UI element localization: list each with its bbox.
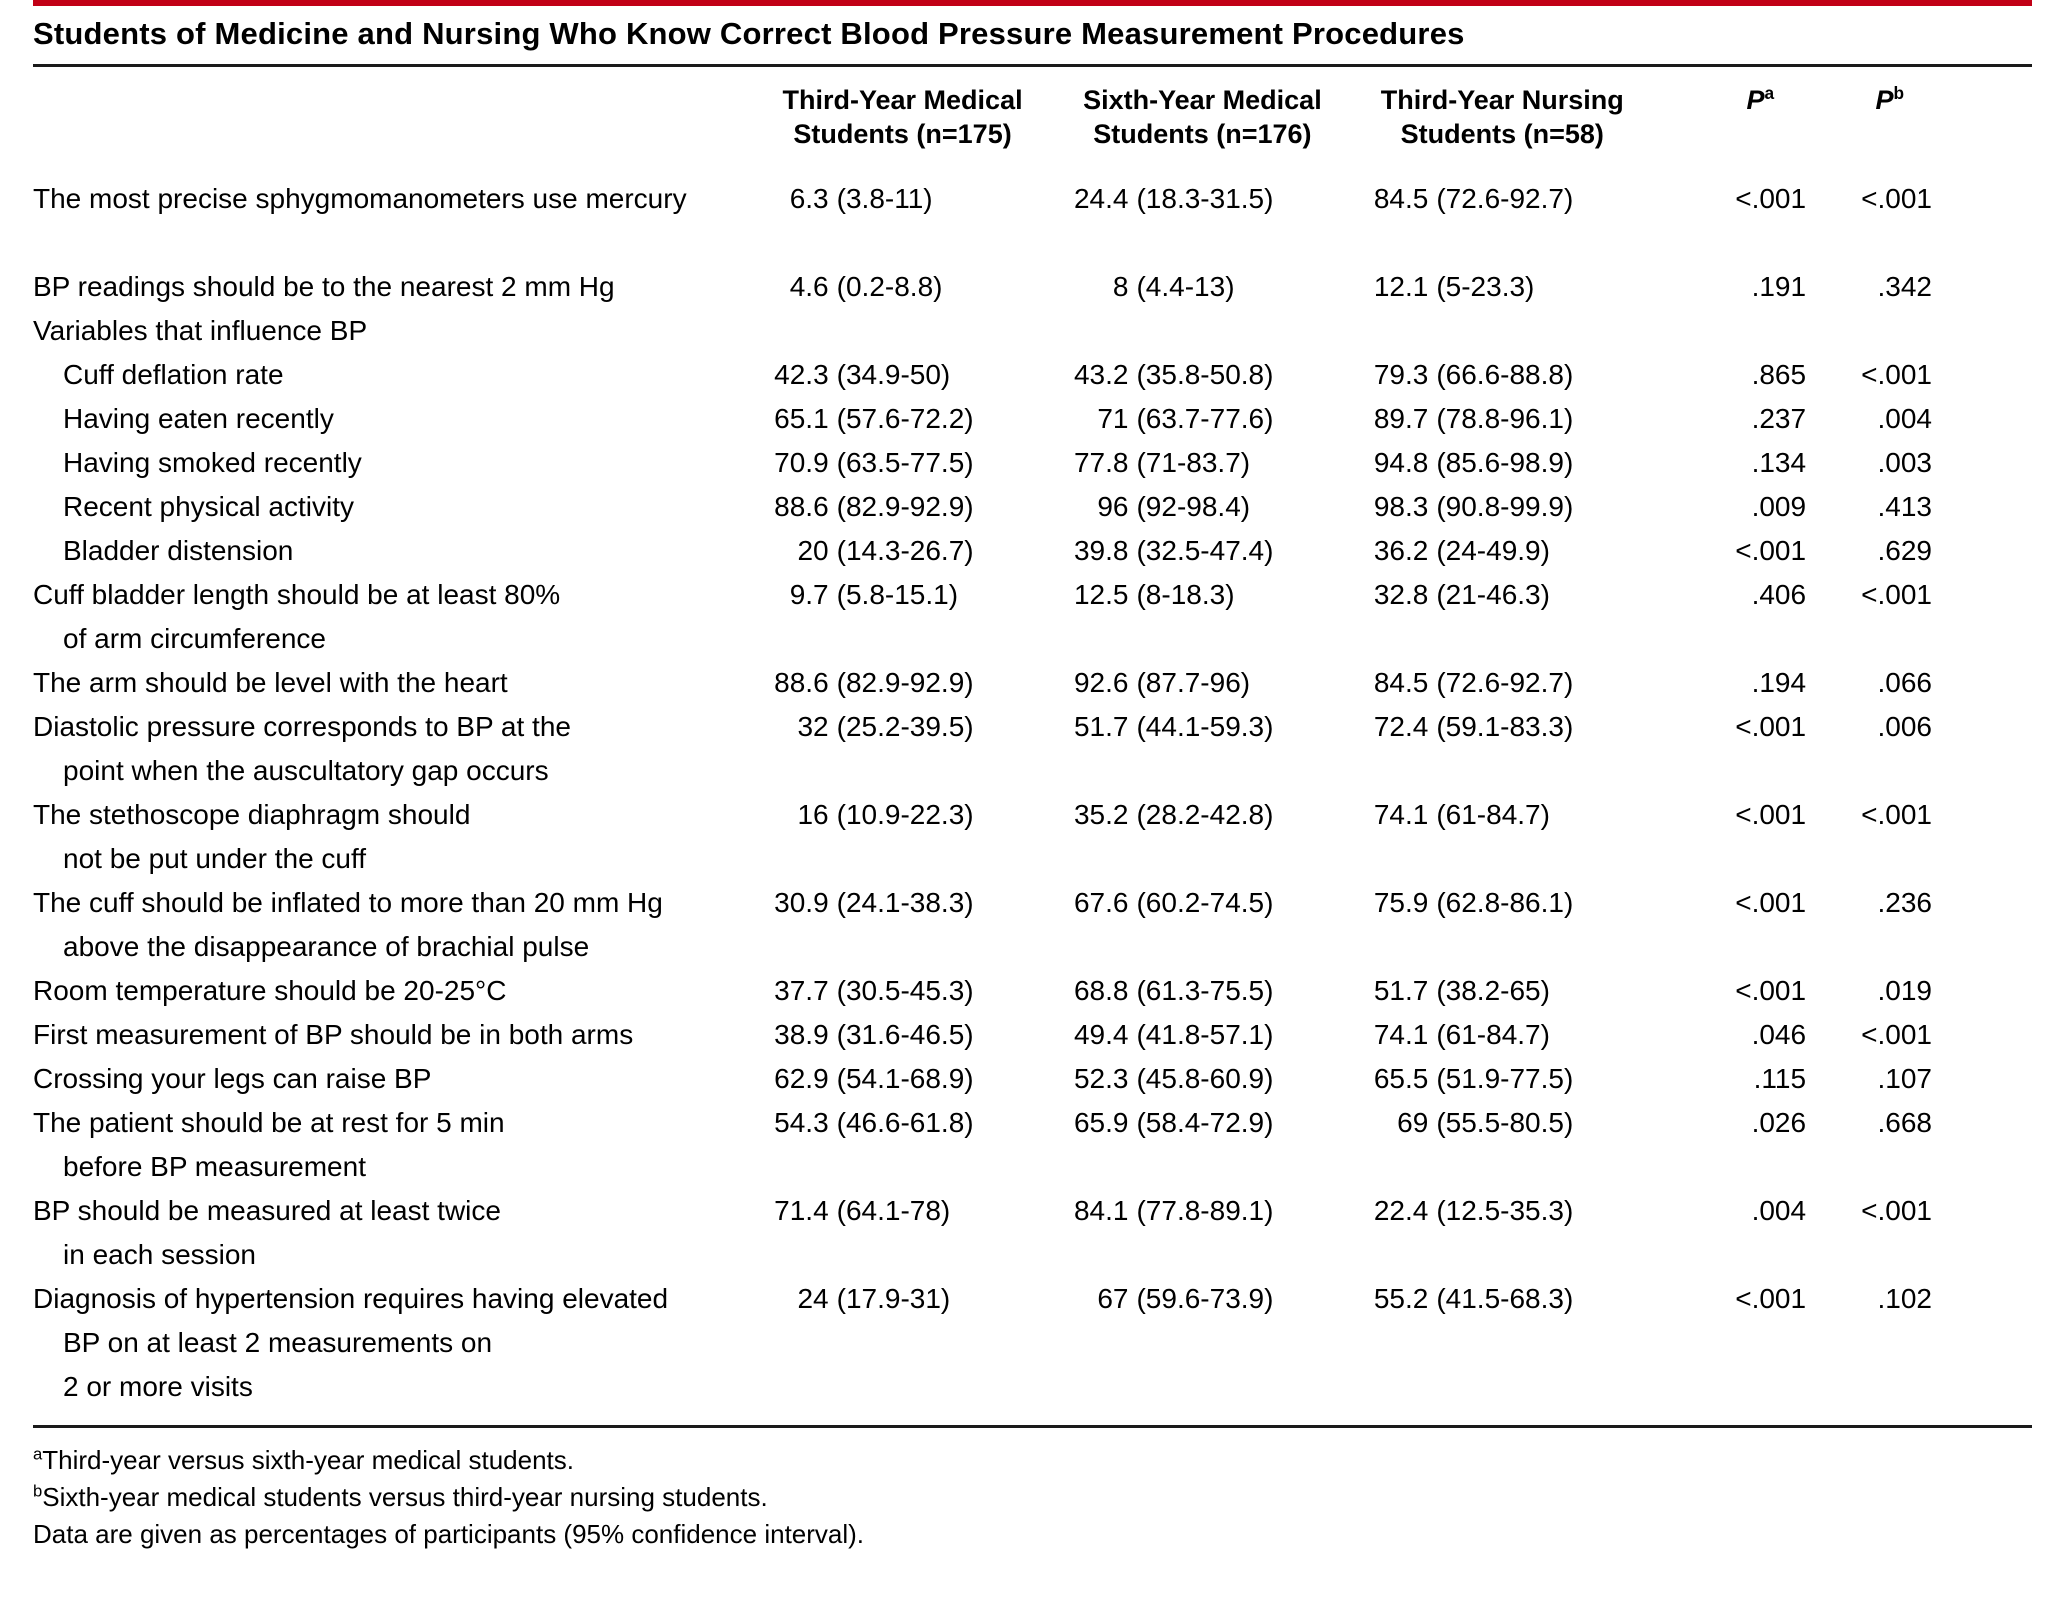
value-confidence-interval: (57.6-72.2) [836, 403, 974, 434]
value-cell [753, 529, 1053, 573]
value-confidence-interval: (34.9-50) [836, 359, 951, 390]
p-value-b-cell: <.001 [1861, 1019, 1932, 1050]
table-row [33, 705, 2032, 793]
value-confidence-interval: (72.6-92.7) [1436, 183, 1574, 214]
row-label-line: BP readings should be to the nearest 2 mm Hg [33, 271, 615, 302]
p-value-b-cell: <.001 [1861, 183, 1932, 214]
p-value-b-cell: .006 [1877, 711, 1932, 742]
value-confidence-interval: (54.1-68.9) [836, 1063, 974, 1094]
value-cell [1352, 705, 1652, 793]
p-value-a-cell: .046 [1751, 1019, 1807, 1050]
p-value-a-cell: .865 [1751, 359, 1807, 390]
table-row [33, 1277, 2032, 1425]
value-cell [753, 485, 1053, 529]
value-percent: 62.9 [774, 1063, 829, 1094]
value-cell [1352, 661, 1652, 705]
p-value-a-cell: .134 [1751, 447, 1807, 478]
value-percent: 30.9 [774, 887, 829, 918]
value-percent: 54.3 [774, 1107, 829, 1138]
value-confidence-interval: (3.8-11) [836, 183, 933, 214]
value-confidence-interval: (72.6-92.7) [1436, 667, 1574, 698]
value-confidence-interval: (59.6-73.9) [1136, 1283, 1274, 1314]
value-confidence-interval: (5-23.3) [1436, 271, 1535, 302]
value-percent: 65.9 [1073, 1107, 1129, 1138]
value-percent: 98.3 [1373, 491, 1429, 522]
row-label-cell [33, 485, 753, 529]
value-cell [1352, 1057, 1652, 1101]
value-cell [753, 1057, 1053, 1101]
row-label-cell [33, 969, 753, 1013]
table-row [33, 793, 2032, 881]
value-cell [753, 1189, 1053, 1277]
table-row [33, 1013, 2032, 1057]
p-value-b-cell: <.001 [1861, 799, 1932, 830]
value-confidence-interval: (25.2-39.5) [836, 711, 974, 742]
value-confidence-interval: (32.5-47.4) [1136, 535, 1274, 566]
value-percent: 88.6 [774, 667, 829, 698]
value-cell [1352, 397, 1652, 441]
value-confidence-interval: (41.8-57.1) [1136, 1019, 1274, 1050]
value-cell [1352, 1101, 1652, 1189]
value-confidence-interval: (51.9-77.5) [1436, 1063, 1574, 1094]
value-confidence-interval: (45.8-60.9) [1136, 1063, 1274, 1094]
value-cell [1352, 969, 1652, 1013]
value-cell [753, 165, 1053, 265]
row-label-cell [33, 881, 753, 969]
value-confidence-interval: (24.1-38.3) [836, 887, 974, 918]
row-label-line: not be put under the cuff [63, 843, 367, 874]
value-cell [1352, 1277, 1652, 1425]
footnote: $^b$Sixth-year medical students versus third-year nursing students. [33, 1481, 768, 1512]
value-cell [1052, 397, 1352, 441]
value-cell [1052, 529, 1352, 573]
footnote: $^a$Third-year versus sixth-year medical students. [33, 1444, 574, 1475]
row-label-cell [33, 353, 753, 397]
value-cell [1352, 529, 1652, 573]
value-cell [1052, 1057, 1352, 1101]
value-cell [1052, 881, 1352, 969]
header-line: Third-Year Nursing [1380, 85, 1624, 115]
value-confidence-interval: (61-84.7) [1436, 1019, 1550, 1050]
p-value-a-cell: .115 [1753, 1063, 1807, 1094]
value-confidence-interval: (44.1-59.3) [1136, 711, 1274, 742]
value-cell [1352, 353, 1652, 397]
value-confidence-interval: (30.5-45.3) [836, 975, 974, 1006]
value-cell [753, 1277, 1053, 1425]
row-label-line: BP on at least 2 measurements on [63, 1327, 493, 1358]
value-percent: 84.5 [1373, 183, 1429, 214]
p-value-a-cell: <.001 [1735, 711, 1807, 742]
value-percent: 20 [797, 535, 829, 566]
value-percent: 77.8 [1073, 447, 1129, 478]
header-sixth-year-medical [1052, 67, 1352, 165]
row-label-cell [33, 397, 753, 441]
value-percent: 8 [1112, 271, 1129, 302]
row-label-cell [33, 1277, 753, 1425]
value-percent: 12.5 [1073, 579, 1129, 610]
p-superscript: b [1893, 83, 1904, 103]
value-percent: 89.7 [1373, 403, 1429, 434]
table-row [33, 881, 2032, 969]
value-percent: 52.3 [1073, 1063, 1129, 1094]
row-label-cell [33, 309, 753, 353]
value-confidence-interval: (82.9-92.9) [836, 667, 974, 698]
value-percent: 74.1 [1373, 1019, 1429, 1050]
p-value-a-cell: .191 [1751, 271, 1807, 302]
value-cell [1352, 485, 1652, 529]
value-percent: 69 [1397, 1107, 1429, 1138]
value-confidence-interval: (60.2-74.5) [1136, 887, 1274, 918]
p-label: P [1875, 85, 1894, 115]
value-confidence-interval: (62.8-86.1) [1436, 887, 1574, 918]
value-confidence-interval: (71-83.7) [1136, 447, 1251, 478]
value-confidence-interval: (58.4-72.9) [1136, 1107, 1274, 1138]
p-value-b-cell: .019 [1877, 975, 1932, 1006]
p-value-a-cell: .009 [1751, 491, 1807, 522]
table-row [33, 265, 2032, 309]
p-value-b-cell: .107 [1877, 1063, 1932, 1094]
value-cell [1052, 485, 1352, 529]
row-label-line: point when the auscultatory gap occurs [63, 755, 549, 786]
value-cell [1052, 573, 1352, 661]
header-line: Third-Year Medical [782, 85, 1023, 115]
p-value-b-cell: .004 [1877, 403, 1932, 434]
p-value-a-cell: <.001 [1735, 1283, 1807, 1314]
value-cell [753, 309, 1053, 353]
table-row [33, 573, 2032, 661]
value-percent: 16 [797, 799, 829, 830]
value-percent: 67 [1097, 1283, 1129, 1314]
row-label-line: 2 or more visits [63, 1371, 253, 1402]
p-value-b-cell: .236 [1877, 887, 1932, 918]
p-value-b-cell: <.001 [1861, 1195, 1932, 1226]
value-cell [1052, 969, 1352, 1013]
value-cell [1352, 1013, 1652, 1057]
value-percent: 75.9 [1373, 887, 1429, 918]
value-percent: 32.8 [1373, 579, 1429, 610]
value-confidence-interval: (14.3-26.7) [836, 535, 974, 566]
value-cell [753, 353, 1053, 397]
value-cell [753, 397, 1053, 441]
footnote: Data are given as percentages of participants (95% confidence interval). [33, 1519, 865, 1549]
value-percent: 92.6 [1073, 667, 1129, 698]
header-p-a [1652, 67, 1822, 165]
row-label-cell [33, 793, 753, 881]
header-empty-cell [33, 67, 753, 165]
value-cell [753, 705, 1053, 793]
value-confidence-interval: (10.9-22.3) [836, 799, 974, 830]
value-cell [1052, 1277, 1352, 1425]
value-confidence-interval: (64.1-78) [836, 1195, 951, 1226]
value-percent: 38.9 [774, 1019, 829, 1050]
table-row [33, 441, 2032, 485]
value-confidence-interval: (63.7-77.6) [1136, 403, 1274, 434]
value-percent: 94.8 [1373, 447, 1429, 478]
row-label-cell [33, 1013, 753, 1057]
value-confidence-interval: (35.8-50.8) [1136, 359, 1274, 390]
value-confidence-interval: (90.8-99.9) [1436, 491, 1574, 522]
value-percent: 49.4 [1073, 1019, 1129, 1050]
value-percent: 22.4 [1373, 1195, 1429, 1226]
p-value-b-cell [1822, 309, 2032, 353]
p-value-b-cell: .342 [1877, 271, 1932, 302]
value-percent: 43.2 [1073, 359, 1129, 390]
footnote-superscript: a [33, 1444, 43, 1464]
value-percent: 96 [1097, 491, 1129, 522]
value-confidence-interval: (59.1-83.3) [1436, 711, 1574, 742]
p-value-b-cell: <.001 [1861, 579, 1932, 610]
value-cell [1052, 793, 1352, 881]
value-confidence-interval: (31.6-46.5) [836, 1019, 974, 1050]
row-label-cell [33, 1189, 753, 1277]
value-confidence-interval: (8-18.3) [1136, 579, 1235, 610]
header-line: Sixth-Year Medical [1083, 85, 1322, 115]
row-label-line: Variables that influence BP [33, 315, 368, 346]
value-cell [1352, 793, 1652, 881]
row-label-line: Crossing your legs can raise BP [33, 1063, 432, 1094]
row-label-line: Room temperature should be 20-25°C [33, 975, 507, 1006]
value-percent: 67.6 [1073, 887, 1129, 918]
p-value-a-cell: <.001 [1735, 183, 1807, 214]
value-percent: 79.3 [1373, 359, 1429, 390]
value-confidence-interval: (66.6-88.8) [1436, 359, 1574, 390]
value-confidence-interval: (61-84.7) [1436, 799, 1550, 830]
value-confidence-interval: (46.6-61.8) [836, 1107, 974, 1138]
row-label-cell [33, 441, 753, 485]
table-header-row [33, 67, 2032, 165]
value-percent: 9.7 [789, 579, 829, 610]
value-confidence-interval: (4.4-13) [1136, 271, 1235, 302]
value-percent: 6.3 [789, 183, 829, 214]
p-value-a-cell: .406 [1751, 579, 1807, 610]
row-label-line: The patient should be at rest for 5 min [33, 1107, 505, 1138]
value-cell [753, 1013, 1053, 1057]
value-cell [753, 1101, 1053, 1189]
p-value-a-cell: <.001 [1735, 535, 1807, 566]
row-label-line: before BP measurement [63, 1151, 366, 1182]
row-label-line: First measurement of BP should be in both arms [33, 1019, 634, 1050]
value-cell [1352, 1189, 1652, 1277]
row-label-line: Recent physical activity [63, 491, 355, 522]
p-value-a-cell: <.001 [1735, 887, 1807, 918]
header-line: Students (n=176) [1093, 119, 1312, 149]
p-value-b-cell: .413 [1877, 491, 1932, 522]
value-cell [1352, 309, 1652, 353]
value-confidence-interval: (85.6-98.9) [1436, 447, 1574, 478]
value-cell [753, 793, 1053, 881]
row-label-cell [33, 573, 753, 661]
value-cell [1052, 1189, 1352, 1277]
value-percent: 4.6 [789, 271, 829, 302]
table-row [33, 353, 2032, 397]
row-label-line: Cuff deflation rate [63, 359, 284, 390]
value-cell [1052, 441, 1352, 485]
value-cell [753, 265, 1053, 309]
p-value-a-cell: .004 [1751, 1195, 1807, 1226]
value-confidence-interval: (41.5-68.3) [1436, 1283, 1574, 1314]
p-value-a-cell: .026 [1751, 1107, 1807, 1138]
row-label-cell [33, 705, 753, 793]
value-confidence-interval: (28.2-42.8) [1136, 799, 1274, 830]
table-row [33, 1189, 2032, 1277]
value-confidence-interval: (78.8-96.1) [1436, 403, 1574, 434]
value-percent: 72.4 [1373, 711, 1429, 742]
value-cell [753, 573, 1053, 661]
value-confidence-interval: (61.3-75.5) [1136, 975, 1274, 1006]
value-percent: 24 [797, 1283, 829, 1314]
value-percent: 88.6 [774, 491, 829, 522]
value-cell [1352, 265, 1652, 309]
table-row [33, 529, 2032, 573]
row-label-line: BP should be measured at least twice [33, 1195, 501, 1226]
value-confidence-interval: (63.5-77.5) [836, 447, 974, 478]
value-percent: 68.8 [1073, 975, 1129, 1006]
value-percent: 84.5 [1373, 667, 1429, 698]
value-percent: 65.1 [774, 403, 829, 434]
row-label-cell [33, 165, 753, 265]
p-value-a-cell: .194 [1751, 667, 1807, 698]
header-third-year-medical [753, 67, 1053, 165]
value-percent: 74.1 [1373, 799, 1429, 830]
row-label-line: Bladder distension [63, 535, 294, 566]
value-percent: 36.2 [1373, 535, 1429, 566]
value-percent: 51.7 [1073, 711, 1129, 742]
value-percent: 24.4 [1073, 183, 1129, 214]
row-label-cell [33, 1057, 753, 1101]
header-line: Students (n=58) [1400, 119, 1604, 149]
value-confidence-interval: (17.9-31) [836, 1283, 951, 1314]
value-cell [1052, 1013, 1352, 1057]
value-cell [1052, 661, 1352, 705]
row-label-line: The arm should be level with the heart [33, 667, 508, 698]
p-label: P [1746, 85, 1765, 115]
row-label-line: The most precise sphygmomanometers use mercury [33, 183, 687, 214]
p-value-b-cell: .668 [1877, 1107, 1932, 1138]
value-percent: 32 [797, 711, 829, 742]
table-row [33, 1101, 2032, 1189]
value-cell [1052, 705, 1352, 793]
value-confidence-interval: (5.8-15.1) [836, 579, 959, 610]
row-label-line: in each session [63, 1239, 257, 1270]
table-row [33, 1057, 2032, 1101]
value-percent: 39.8 [1073, 535, 1129, 566]
p-value-a-cell [1652, 309, 1822, 353]
value-confidence-interval: (87.7-96) [1136, 667, 1251, 698]
value-percent: 37.7 [774, 975, 829, 1006]
value-percent: 55.2 [1373, 1283, 1429, 1314]
footnote-superscript: b [33, 1481, 43, 1501]
table-body [33, 165, 2032, 1425]
p-value-b-cell: .066 [1877, 667, 1932, 698]
value-confidence-interval: (21-46.3) [1436, 579, 1550, 610]
value-percent: 35.2 [1073, 799, 1129, 830]
value-cell [753, 969, 1053, 1013]
value-percent: 71.4 [774, 1195, 829, 1226]
table-row [33, 397, 2032, 441]
p-value-b-cell: .003 [1877, 447, 1932, 478]
row-label-cell [33, 529, 753, 573]
row-label-line: Having eaten recently [63, 403, 334, 434]
value-cell [1052, 353, 1352, 397]
p-value-b-cell: <.001 [1861, 359, 1932, 390]
value-cell [1052, 265, 1352, 309]
value-percent: 51.7 [1373, 975, 1429, 1006]
p-superscript: a [1764, 83, 1775, 103]
value-confidence-interval: (18.3-31.5) [1136, 183, 1274, 214]
value-cell [1352, 881, 1652, 969]
value-confidence-interval: (38.2-65) [1436, 975, 1550, 1006]
value-cell [1352, 165, 1652, 265]
row-label-cell [33, 1101, 753, 1189]
table-title: Students of Medicine and Nursing Who Know Correct Blood Pressure Measurement Procedures [33, 16, 1465, 51]
value-cell [1052, 165, 1352, 265]
value-cell [1352, 441, 1652, 485]
row-label-cell [33, 661, 753, 705]
table-row [33, 485, 2032, 529]
section-row [33, 309, 2032, 353]
value-percent: 65.5 [1373, 1063, 1429, 1094]
row-label-line: above the disappearance of brachial pulse [63, 931, 590, 962]
table-row [33, 661, 2032, 705]
value-percent: 12.1 [1373, 271, 1429, 302]
value-cell [753, 441, 1053, 485]
value-confidence-interval: (82.9-92.9) [836, 491, 974, 522]
row-label-line: Having smoked recently [63, 447, 362, 478]
value-percent: 71 [1097, 403, 1129, 434]
value-cell [753, 881, 1053, 969]
value-confidence-interval: (0.2-8.8) [836, 271, 943, 302]
value-confidence-interval: (12.5-35.3) [1436, 1195, 1574, 1226]
row-label-line: Diastolic pressure corresponds to BP at the [33, 711, 571, 742]
value-percent: 84.1 [1073, 1195, 1129, 1226]
value-cell [1052, 1101, 1352, 1189]
value-percent: 42.3 [774, 359, 829, 390]
header-line: Students (n=175) [793, 119, 1012, 149]
row-label-line: of arm circumference [63, 623, 326, 654]
p-value-b-cell: .102 [1877, 1283, 1932, 1314]
header-p-b [1822, 67, 2032, 165]
value-confidence-interval: (24-49.9) [1436, 535, 1550, 566]
p-value-a-cell: <.001 [1735, 975, 1807, 1006]
table-row [33, 165, 2032, 265]
row-label-line: The stethoscope diaphragm should [33, 799, 471, 830]
p-value-b-cell: .629 [1877, 535, 1932, 566]
value-cell [1052, 309, 1352, 353]
value-confidence-interval: (77.8-89.1) [1136, 1195, 1274, 1226]
value-confidence-interval: (55.5-80.5) [1436, 1107, 1574, 1138]
value-percent: 70.9 [774, 447, 829, 478]
value-confidence-interval: (92-98.4) [1136, 491, 1251, 522]
row-label-line: Diagnosis of hypertension requires having elevated [33, 1283, 669, 1314]
value-cell [753, 661, 1053, 705]
table-row [33, 969, 2032, 1013]
header-third-year-nursing [1352, 67, 1652, 165]
value-cell [1352, 573, 1652, 661]
row-label-line: Cuff bladder length should be at least 80% [33, 579, 561, 610]
row-label-line: The cuff should be inflated to more than 20 mm Hg [33, 887, 663, 918]
p-value-a-cell: .237 [1751, 403, 1807, 434]
row-label-cell [33, 265, 753, 309]
footnotes [33, 1428, 2032, 1553]
bp-knowledge-table [33, 67, 2032, 1425]
p-value-a-cell: <.001 [1735, 799, 1807, 830]
